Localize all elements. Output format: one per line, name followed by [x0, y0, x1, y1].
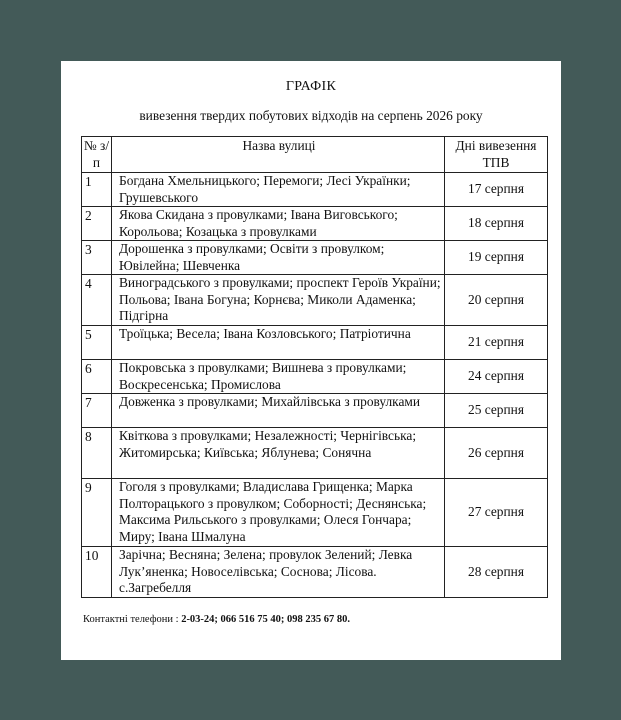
- document-subtitle: вивезення твердих побутових відходів на серпень 2026 року: [139, 108, 483, 123]
- row-streets: Якова Скидана з провулками; Івана Виговського; Корольова; Козацька з провулками: [112, 207, 445, 241]
- table-row: [82, 173, 548, 207]
- document-title: ГРАФІК: [285, 79, 337, 94]
- row-number: 10: [82, 547, 112, 598]
- row-date: 18 серпня: [445, 207, 548, 241]
- row-date: 20 серпня: [445, 275, 548, 326]
- table-row: [82, 547, 548, 598]
- table-row: [82, 241, 548, 275]
- row-date: 21 серпня: [445, 326, 548, 360]
- row-date: 25 серпня: [445, 394, 548, 428]
- row-number: 3: [82, 241, 112, 275]
- row-number: 5: [82, 326, 112, 360]
- row-streets: Дорошенка з провулками; Освіти з провулком; Ювілейна; Шевченка: [112, 241, 445, 275]
- row-number: 2: [82, 207, 112, 241]
- row-streets: Квіткова з провулками; Незалежності; Чернігівська; Житомирська; Київська; Яблунева; Сонячна: [112, 428, 445, 479]
- row-date: 17 серпня: [445, 173, 548, 207]
- row-date: 26 серпня: [445, 428, 548, 479]
- table-row: [82, 275, 548, 326]
- table-row: [82, 360, 548, 394]
- row-streets: Зарічна; Весняна; Зелена; провулок Зелений; Левка Лук’яненка; Новоселівська; Соснова; Лісова. с.Загребелля: [112, 547, 445, 598]
- row-number: 7: [82, 394, 112, 428]
- row-streets: Богдана Хмельницького; Перемоги; Лесі Українки; Грушевського: [112, 173, 445, 207]
- row-number: 8: [82, 428, 112, 479]
- table-row: [82, 479, 548, 547]
- row-streets: Довженка з провулками; Михайлівська з провулками: [112, 394, 445, 428]
- row-date: 27 серпня: [445, 479, 548, 547]
- row-number: 1: [82, 173, 112, 207]
- row-number: 9: [82, 479, 112, 547]
- row-streets: Покровська з провулками; Вишнева з провулками; Воскресенська; Промислова: [112, 360, 445, 394]
- row-streets: Гоголя з провулками; Владислава Грищенка; Марка Полторацького з провулком; Соборності; Деснянська; Максима Рильського з провулками; Олеся Гончара; Миру; Івана Шмалуна: [112, 479, 445, 547]
- contacts-label: Контактні телефони :: [83, 614, 182, 625]
- table-row: [82, 326, 548, 360]
- row-streets: Троїцька; Весела; Івана Козловського; Патріотична: [112, 326, 445, 360]
- header-number: № з/п: [82, 137, 112, 173]
- row-number: 4: [82, 275, 112, 326]
- row-number: 6: [82, 360, 112, 394]
- contacts-line: [83, 614, 350, 625]
- table-header-row: [82, 137, 548, 173]
- contacts-phones: 2-03-24; 066 516 75 40; 098 235 67 80.: [181, 614, 351, 625]
- row-date: 19 серпня: [445, 241, 548, 275]
- schedule-table: [81, 136, 548, 598]
- header-street: Назва вулиці: [112, 137, 445, 173]
- header-days: Дні вивезення ТПВ: [445, 137, 548, 173]
- table-row: [82, 207, 548, 241]
- row-date: 24 серпня: [445, 360, 548, 394]
- row-streets: Виноградського з провулками; проспект Героїв України; Польова; Івана Богуна; Корнєва; Миколи Адаменка; Підгірна: [112, 275, 445, 326]
- document-page: [61, 61, 561, 660]
- table-row: [82, 394, 548, 428]
- row-date: 28 серпня: [445, 547, 548, 598]
- table-row: [82, 428, 548, 479]
